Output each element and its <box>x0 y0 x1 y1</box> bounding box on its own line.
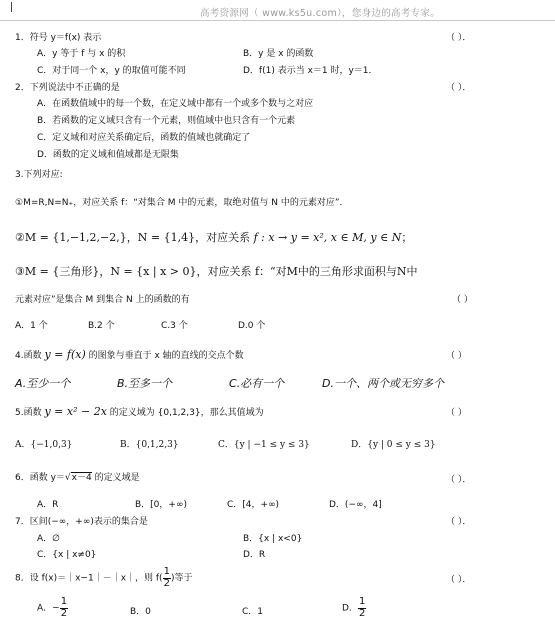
q6-option-d: D．(−∞，4] <box>329 500 382 510</box>
text-cursor <box>11 2 12 12</box>
q8-stem-fraction: $\frac{1}{2}$ <box>163 566 170 589</box>
q8-option-c: C．1 <box>242 607 264 617</box>
q4-option-b: B.至多一个 <box>117 377 173 390</box>
q3-item-1: ①M=R,N=N₊，对应关系 f：“对集合 M 中的元素，取绝对值与 N 中的元素对应”． <box>15 198 349 208</box>
header-rule <box>0 20 555 21</box>
q5-option-d: D．{y | 0 ≤ y ≤ 3} <box>351 440 436 450</box>
q2-option-c: C．定义域和对应关系确定后，函数的值域也就确定了 <box>37 133 251 143</box>
q3-stem: 3.下列对应: <box>15 170 63 180</box>
q1-stem: 1．符号 y＝f(x) 表示 <box>15 33 102 43</box>
q7-option-b: B．{x | x<0} <box>243 534 303 544</box>
q8-option-a: A．− $\frac{1}{2}$ <box>37 596 68 619</box>
q2-option-b: B．若函数的定义域只含有一个元素，则值域中也只含有一个元素 <box>37 116 296 126</box>
q1-option-a: A．y 等于 f 与 x 的积 <box>37 49 126 59</box>
q7-stem: 7．区间(−∞，+∞)表示的集合是 <box>15 517 148 527</box>
q7-option-d: D．R <box>243 550 266 560</box>
q6-answer-paren: （ ）． <box>446 475 472 485</box>
q8-option-b: B．0 <box>130 607 151 617</box>
q3-option-c: C.3 个 <box>161 321 188 331</box>
q5-answer-paren: （ ） <box>446 408 467 418</box>
q4-option-c: C.必有一个 <box>229 377 285 390</box>
q5-option-b: B．{0,1,2,3} <box>120 440 179 450</box>
q3-option-d: D.0 个 <box>238 321 266 331</box>
sqrt-radicand: x－4 <box>71 473 92 483</box>
q3-item-3-line-1: ③M = {三角形}，N = {x | x > 0}，对应关系 f：“对M中的三角形求面积与N中 <box>15 265 418 278</box>
q3-item-2: ②M = {1,−1,2,−2,}，N = {1,4}，对应关系 f : x → y = x², x ∈ M, y ∈ N； <box>15 231 413 244</box>
page-header: 高考资源网（ www.ks5u.com），您身边的高考专家。 <box>200 8 441 19</box>
q5-option-a: A．{−1,0,3} <box>15 440 73 450</box>
q4-option-d: D.一个、两个或无穷多个 <box>322 377 444 390</box>
q3-answer-paren: （ ） <box>452 295 473 305</box>
q5-option-c: C．{y | −1 ≤ y ≤ 3} <box>218 440 310 450</box>
q1-option-d: D．f(1) 表示当 x＝1 时，y＝1． <box>243 66 378 76</box>
q7-option-c: C．{x | x≠0} <box>37 550 97 560</box>
q8-option-d: D． $\frac{1}{2}$ <box>342 596 366 619</box>
q1-answer-paren: （ ）． <box>446 33 472 43</box>
q1-option-b: B．y 是 x 的函数 <box>243 49 314 59</box>
q8-answer-paren: （ ）． <box>446 575 472 585</box>
q2-stem: 2．下列说法中不正确的是 <box>15 83 120 93</box>
q7-answer-paren: （ ）． <box>446 517 472 527</box>
q7-option-a: A．∅ <box>37 534 60 544</box>
q2-answer-paren: （ ）． <box>446 83 472 93</box>
q6-option-a: A．R <box>37 500 59 510</box>
q4-stem: 4.函数 y = f(x) 的图象与垂直于 x 轴的直线的交点个数 <box>15 348 244 361</box>
q4-answer-paren: （ ） <box>446 351 467 361</box>
q1-option-c: C．对于同一个 x，y 的取值可能不同 <box>37 66 186 76</box>
q2-option-a: A．在函数值域中的每一个数，在定义域中都有一个或多个数与之对应 <box>37 99 314 109</box>
q3-item-3-line-2: 元素对应”是集合 M 到集合 N 上的函数的有 <box>15 295 190 305</box>
q6-stem: 6．函数 y＝√x－4 的定义域是 <box>15 473 140 483</box>
q3-option-b: B.2 个 <box>88 321 115 331</box>
sqrt-sign: √ <box>64 473 71 483</box>
q5-stem: 5.函数 y = x² − 2x 的定义域为 {0,1,2,3}，那么其值域为 <box>15 405 264 418</box>
q4-option-a: A.至少一个 <box>15 377 71 390</box>
q2-option-d: D．函数的定义域和值域都是无限集 <box>37 150 179 160</box>
q6-option-c: C．[4，+∞) <box>227 500 280 510</box>
q8-stem: 8．设 f(x)＝｜x−1｜－｜x｜，则 f( $\frac{1}{2}$ )等于 <box>15 566 193 589</box>
q6-option-b: B．[0，+∞) <box>135 500 187 510</box>
q3-option-a: A．1 个 <box>15 321 48 331</box>
